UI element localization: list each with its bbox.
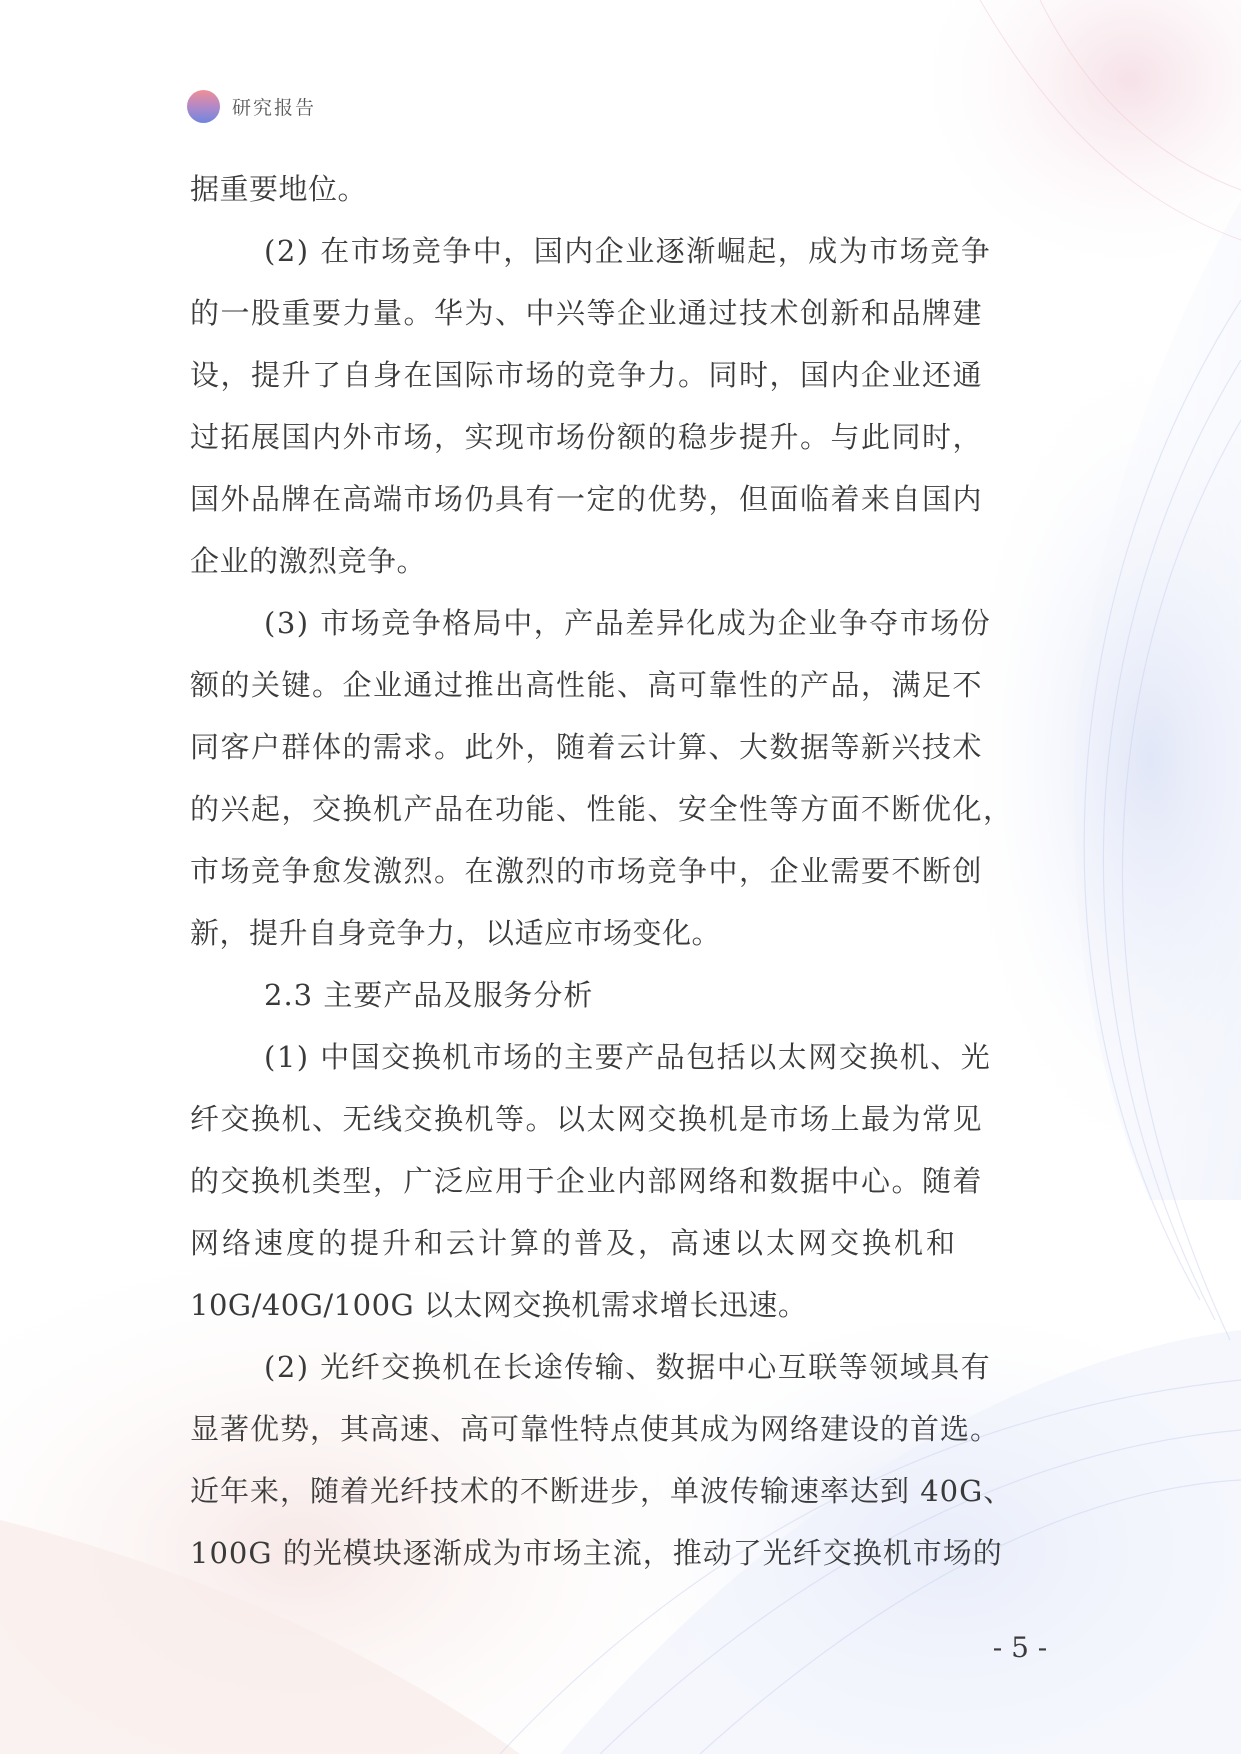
text-line: 国外品牌在高端市场仍具有一定的优势，但面临着来自国内	[190, 482, 984, 516]
text-line: (2) 光纤交换机在长途传输、数据中心互联等领域具有	[264, 1350, 992, 1384]
text-line: 据重要地位。	[190, 172, 368, 206]
text-line: 10G/40G/100G 以太网交换机需求增长迅速。	[190, 1288, 808, 1322]
text-line: 市场竞争愈发激烈。在激烈的市场竞争中，企业需要不断创	[190, 854, 984, 888]
text-line: 近年来，随着光纤技术的不断进步，单波传输速率达到 40G、	[190, 1474, 1014, 1508]
page-header	[187, 89, 316, 123]
text-line: 100G 的光模块逐渐成为市场主流，推动了光纤交换机市场的	[190, 1536, 1003, 1570]
text-line: (3) 市场竞争格局中，产品差异化成为企业争夺市场份	[264, 606, 992, 640]
text-line: 显著优势，其高速、高可靠性特点使其成为网络建设的首选。	[190, 1412, 1001, 1446]
logo-circle-icon	[187, 90, 220, 123]
text-line: 2.3 主要产品及服务分析	[264, 978, 594, 1012]
text-line: 同客户群体的需求。此外，随着云计算、大数据等新兴技术	[190, 730, 984, 764]
text-line: 网络速度的提升和云计算的普及，高速以太网交换机和	[190, 1226, 959, 1260]
text-line: 设，提升了自身在国际市场的竞争力。同时，国内企业还通	[190, 358, 984, 392]
text-line: 的交换机类型，广泛应用于企业内部网络和数据中心。随着	[190, 1164, 984, 1198]
text-line: 的一股重要力量。华为、中兴等企业通过技术创新和品牌建	[190, 296, 984, 330]
text-line: 的兴起，交换机产品在功能、性能、安全性等方面不断优化，	[190, 792, 1014, 826]
text-line: 新，提升自身竞争力，以适应市场变化。	[190, 916, 722, 950]
text-line: (1) 中国交换机市场的主要产品包括以太网交换机、光	[264, 1040, 992, 1074]
text-line: (2) 在市场竞争中，国内企业逐渐崛起，成为市场竞争	[264, 234, 992, 268]
text-line: 纤交换机、无线交换机等。以太网交换机是市场上最为常见	[190, 1102, 984, 1136]
header-title: 研究报告	[232, 96, 317, 119]
text-line: 额的关键。企业通过推出高性能、高可靠性的产品，满足不	[190, 668, 984, 702]
page-number: - 5 -	[992, 1631, 1048, 1664]
text-line: 过拓展国内外市场，实现市场份额的稳步提升。与此同时，	[190, 420, 984, 454]
document-body	[190, 158, 1070, 1584]
text-line: 企业的激烈竞争。	[190, 544, 427, 578]
